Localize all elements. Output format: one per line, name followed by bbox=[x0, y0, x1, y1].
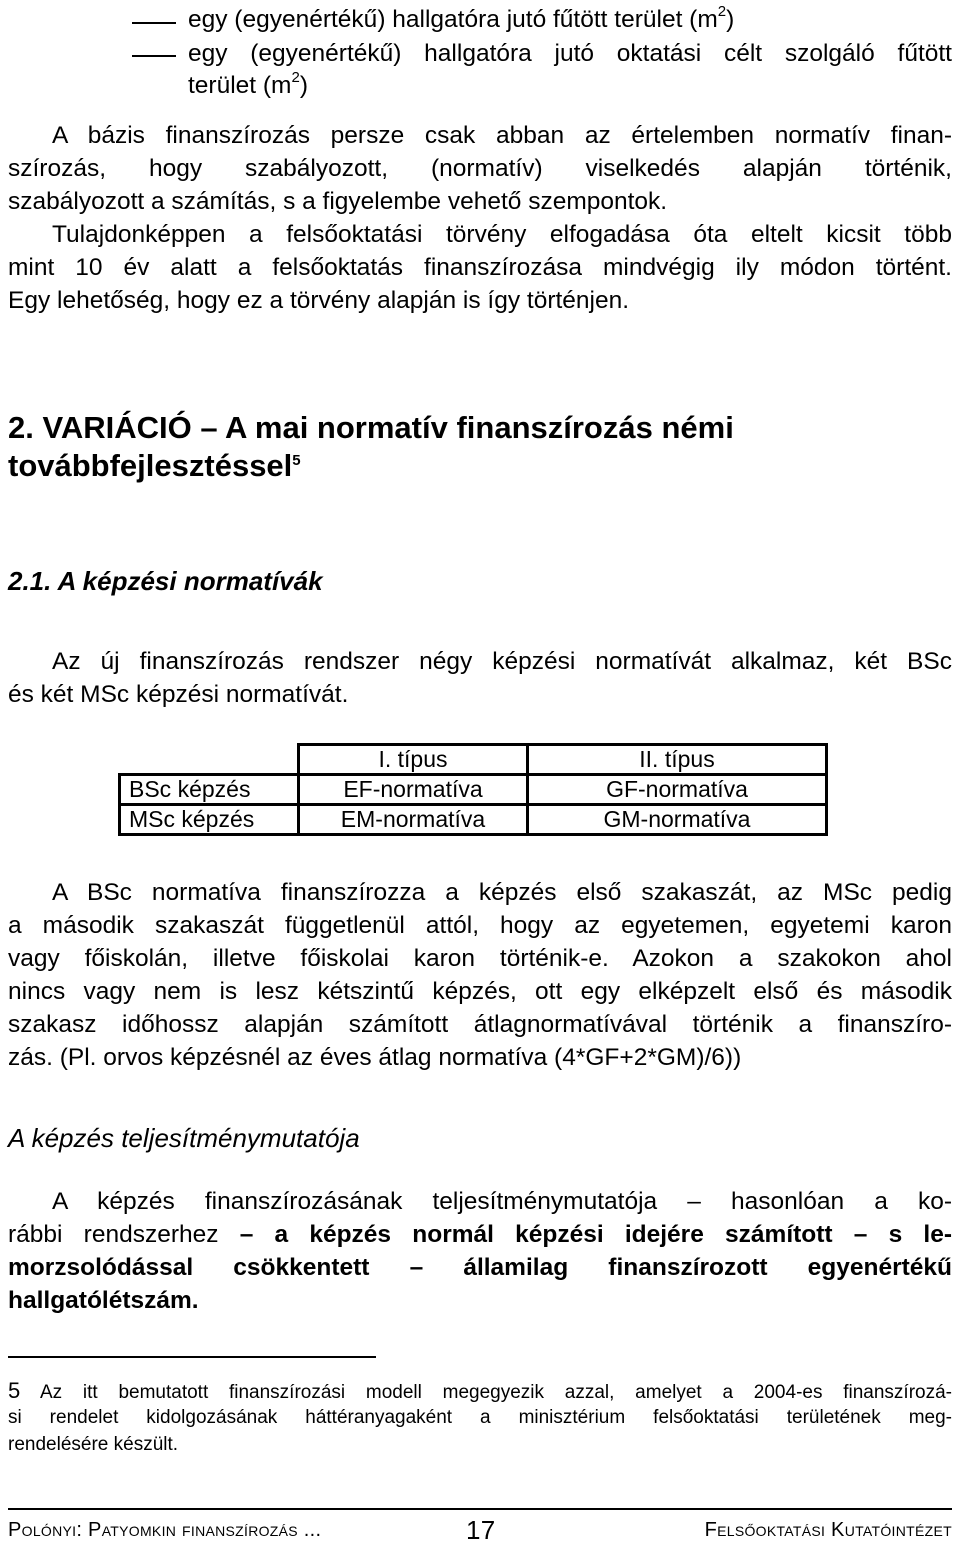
paragraph-line: zás. (Pl. orvos képzésnél az éves átlag normatíva (4*GF+2*GM)/6)) bbox=[8, 1044, 742, 1071]
paragraph-line: nincs vagy nem is lesz kétszintű képzés, ott egy elképzelt első és második bbox=[8, 978, 952, 1005]
paragraph-line: rábbi rendszerhez – a képzés normál képzési idejére számított – s le- bbox=[8, 1221, 953, 1248]
paragraph-line: hallgatólétszám. bbox=[8, 1287, 199, 1314]
paragraph-line: szakasz időhossz alapján számított átlagnormatívával történik a finanszíro- bbox=[8, 1011, 952, 1038]
paragraph-line: morzsolódással csökkentett – államilag finanszírozott egyenértékű bbox=[8, 1254, 952, 1281]
subsection-heading: 2.1. A képzési normatívák bbox=[8, 566, 323, 596]
paragraph-line: Egy lehetőség, hogy ez a törvény alapján is így történjen. bbox=[8, 287, 630, 314]
bullet-item: egy (egyenértékű) hallgatóra jutó oktatási célt szolgáló fűtött bbox=[188, 40, 952, 67]
table-cell: EM-normatíva bbox=[299, 805, 528, 835]
table-cell: BSc képzés bbox=[120, 775, 299, 805]
footer-right: Felsőoktatási Kutatóintézet bbox=[704, 1519, 952, 1541]
paragraph-line: és két MSc képzési normatívát. bbox=[8, 681, 349, 708]
footnote-line: rendelésére készült. bbox=[8, 1434, 179, 1455]
bullet-item-continuation: terület $(m^2)$ bbox=[188, 69, 308, 99]
paragraph-line: Tulajdonképpen a felsőoktatási törvény elfogadása óta eltelt kicsit több bbox=[52, 221, 952, 248]
bullet-dash bbox=[132, 55, 176, 57]
paragraph-line: szabályozott a számítás, s a figyelembe vehető szempontok. bbox=[8, 188, 668, 215]
table-cell bbox=[120, 745, 299, 775]
table-cell: GM-normatíva bbox=[528, 805, 827, 835]
table-cell: GF-normatíva bbox=[528, 775, 827, 805]
footer-left: Polónyi: Patyomkin finanszírozás ... bbox=[8, 1519, 322, 1541]
footer-rule bbox=[8, 1508, 952, 1510]
italic-subtitle: A képzés teljesítménymutatója bbox=[8, 1123, 360, 1153]
table-header-cell: II. típus bbox=[528, 745, 827, 775]
table-cell: EF-normatíva bbox=[299, 775, 528, 805]
table-row bbox=[120, 775, 827, 805]
bullet-item: egy (egyenértékű) hallgatóra jutó fűtött terület $(m^2)$ bbox=[188, 3, 735, 33]
paragraph-line: szírozás, hogy szabályozott, (normatív) viselkedés alapján történik, bbox=[8, 155, 952, 182]
normative-table bbox=[118, 743, 828, 836]
section-heading: továbbfejlesztéssel$^5$ bbox=[8, 448, 301, 483]
footnote-line: si rendelet kidolgozásának háttéranyagaként a minisztérium felsőoktatási területének meg- bbox=[8, 1407, 952, 1428]
paragraph-line: a második szakaszát függetlenül attól, hogy az egyetemen, egyetemi karon bbox=[8, 912, 952, 939]
paragraph-line: vagy főiskolán, illetve főiskolai karon történik-e. Azokon a szakokon ahol bbox=[8, 945, 952, 972]
table-header-cell: I. típus bbox=[299, 745, 528, 775]
table-cell: MSc képzés bbox=[120, 805, 299, 835]
paragraph-line: mint 10 év alatt a felsőoktatás finanszírozása mindvégig ily módon történt. bbox=[8, 254, 952, 281]
table-header-row bbox=[120, 745, 827, 775]
paragraph-line: A BSc normatíva finanszírozza a képzés első szakaszát, az MSc pedig bbox=[52, 879, 952, 906]
section-heading: 2. VARIÁCIÓ – A mai normatív finanszírozás némi bbox=[8, 410, 734, 445]
paragraph-line: Az új finanszírozás rendszer négy képzési normatívát alkalmaz, két BSc bbox=[52, 648, 952, 675]
footnote-separator bbox=[8, 1356, 376, 1358]
footnote-line: 5 Az itt bemutatott finanszírozási modell megegyezik azzal, amelyet a 2004-es finanszírozá- bbox=[8, 1378, 952, 1403]
page-number: 17 bbox=[466, 1515, 496, 1545]
bullet-dash bbox=[132, 22, 176, 24]
footnote-mark: 5 bbox=[8, 1378, 21, 1403]
table-row bbox=[120, 805, 827, 835]
paragraph-line: A képzés finanszírozásának teljesítménymutatója – hasonlóan a ko- bbox=[52, 1188, 952, 1215]
paragraph-line: A bázis finanszírozás persze csak abban az értelemben normatív finan- bbox=[52, 122, 952, 149]
